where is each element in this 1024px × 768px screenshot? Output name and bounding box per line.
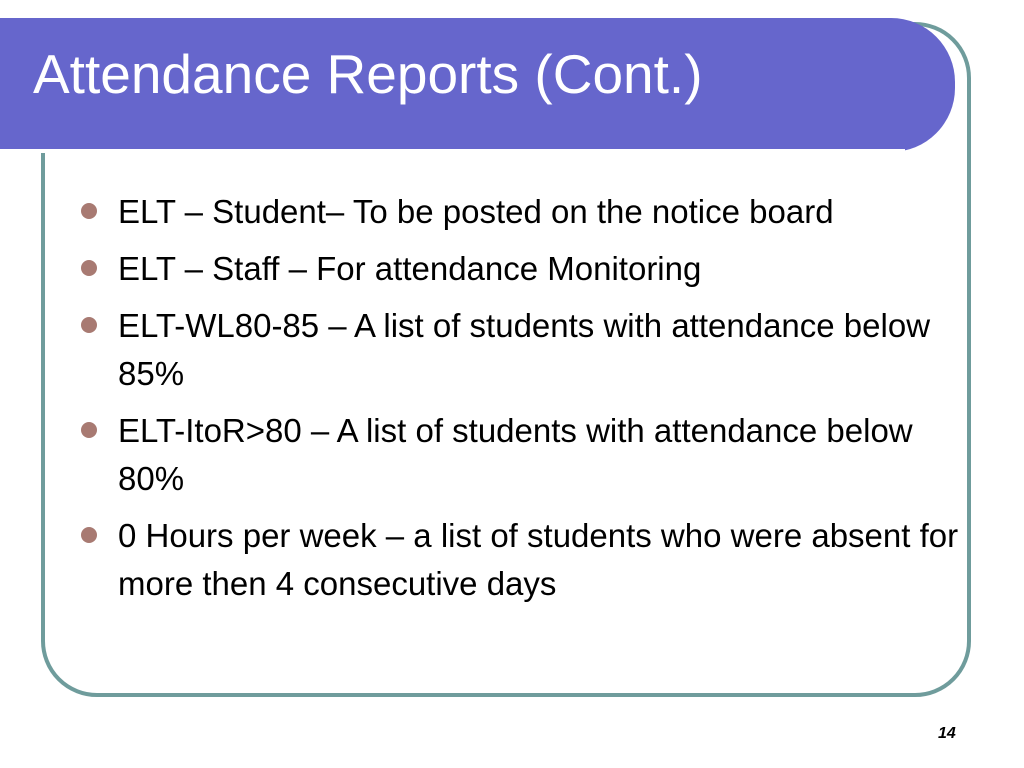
bullet-text: 0 Hours per week – a list of students who were absent for more then 4 consecutive days [118,517,959,602]
bullet-list [80,188,960,617]
bullet-item [80,302,960,398]
bullet-text: ELT-WL80-85 – A list of students with attendance below 85% [118,307,931,392]
bullet-text: ELT – Student– To be posted on the notice board [118,193,834,230]
bullet-dot-icon [81,527,97,543]
bullet-dot-icon [81,260,97,276]
bullet-dot-icon [81,317,97,333]
bullet-item [80,245,960,293]
slide-title: Attendance Reports (Cont.) [33,43,703,105]
bullet-dot-icon [81,203,97,219]
bullet-dot-icon [81,422,97,438]
title-underline [0,149,905,153]
bullet-text: ELT – Staff – For attendance Monitoring [118,250,702,287]
bullet-text: ELT-ItoR>80 – A list of students with attendance below 80% [118,412,913,497]
page-number: 14 [938,725,956,742]
bullet-item [80,512,960,608]
bullet-item [80,188,960,236]
bullet-item [80,407,960,503]
